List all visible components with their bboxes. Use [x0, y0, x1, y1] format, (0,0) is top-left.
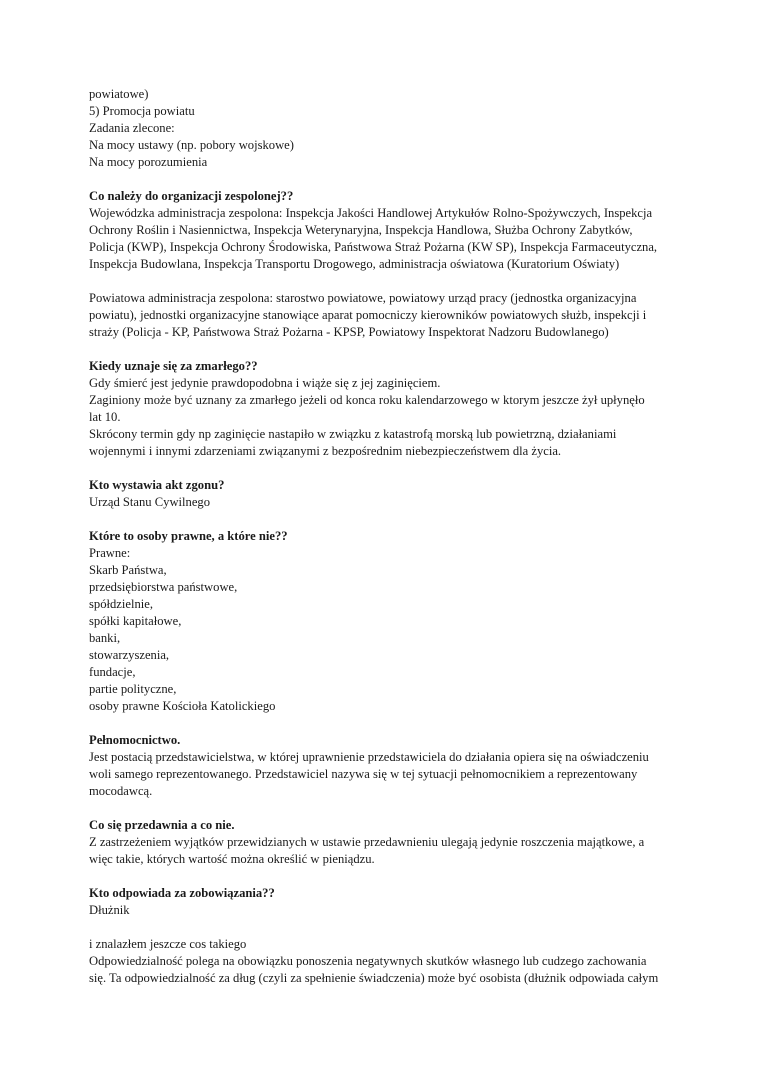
intro-block [89, 86, 679, 171]
section-osoby-prawne [89, 528, 679, 715]
text-line: Dłużnik [89, 903, 130, 917]
section-heading: Pełnomocnictwo. [89, 733, 181, 747]
text-line: 5) Promocja powiatu [89, 104, 195, 118]
list-item: przedsiębiorstwa państwowe, [89, 580, 238, 594]
section-uznanie-za-zmarlego [89, 358, 679, 460]
text-line: i znalazłem jeszcze cos takiego [89, 937, 247, 951]
text-line: Zaginiony może być uznany za zmarłego jeżeli od konca roku kalendarzowego w ktorym jeszcze żył upłynęło [89, 393, 645, 407]
text-line: Urząd Stanu Cywilnego [89, 495, 211, 509]
text-line: powiatu), jednostki organizacyjne stanowiące aparat pomocniczy kierowników powiatowych służb, inspekcji i [89, 308, 647, 322]
text-line: mocodawcą. [89, 784, 153, 798]
text-line: Jest postacią przedstawicielstwa, w której uprawnienie przedstawiciela do działania opiera się na oświadczeniu [89, 750, 649, 764]
section-heading: Kto wystawia akt zgonu? [89, 478, 225, 492]
list-item: Prawne: [89, 546, 131, 560]
paragraph-gap [89, 511, 679, 528]
paragraph-gap [89, 800, 679, 817]
document-page [89, 86, 679, 987]
paragraph-gap [89, 868, 679, 885]
list-item: banki, [89, 631, 121, 645]
text-line: się. Ta odpowiedzialność za dług (czyli za spełnienie świadczenia) może być osobista (dłużnik odpowiada całym [89, 971, 659, 985]
section-odpowiedzialnosc [89, 936, 679, 987]
list-item: spółdzielnie, [89, 597, 154, 611]
text-line: lat 10. [89, 410, 121, 424]
text-line: wojennymi i innymi zdarzeniami związanymi z bezpośrednim niebezpieczeństwem dla życia. [89, 444, 562, 458]
paragraph-gap [89, 919, 679, 936]
section-przedawnienie [89, 817, 679, 868]
section-organizacja-zespolona [89, 188, 679, 341]
text-line: Powiatowa administracja zespolona: starostwo powiatowe, powiatowy urząd pracy (jednostka organizacyjna [89, 291, 637, 305]
text-line: Ochrony Roślin i Nasiennictwa, Inspekcja Weterynaryjna, Inspekcja Handlowa, Służba Ochrony Zabytków, [89, 223, 633, 237]
text-line: powiatowe) [89, 87, 149, 101]
text-line: Wojewódzka administracja zespolona: Inspekcja Jakości Handlowej Artykułów Rolno-Spożywczych, Inspekcja [89, 206, 653, 220]
text-line: Policja (KWP), Inspekcja Ochrony Środowiska, Państwowa Straż Pożarna (KW SP), Inspekcja Farmaceutyczna, [89, 240, 658, 254]
paragraph-gap [89, 460, 679, 477]
section-pelnomocnictwo [89, 732, 679, 800]
paragraph-gap [89, 715, 679, 732]
section-heading: Które to osoby prawne, a które nie?? [89, 529, 288, 543]
list-item: fundacje, [89, 665, 136, 679]
text-line: więc takie, których wartość można określić w pieniądzu. [89, 852, 375, 866]
paragraph-gap [89, 171, 679, 188]
text-line: Na mocy porozumienia [89, 155, 208, 169]
list-item: Skarb Państwa, [89, 563, 167, 577]
section-heading: Kto odpowiada za zobowiązania?? [89, 886, 275, 900]
section-zobowiazania [89, 885, 679, 919]
section-akt-zgonu [89, 477, 679, 511]
text-line: Na mocy ustawy (np. pobory wojskowe) [89, 138, 294, 152]
text-line: woli samego reprezentowanego. Przedstawiciel nazywa się w tej sytuacji pełnomocnikiem a reprezentowany [89, 767, 638, 781]
section-heading: Kiedy uznaje się za zmarłego?? [89, 359, 258, 373]
list-item: stowarzyszenia, [89, 648, 170, 662]
list-item: spółki kapitałowe, [89, 614, 182, 628]
text-line: Odpowiedzialność polega na obowiązku ponoszenia negatywnych skutków własnego lub cudzego zachowania [89, 954, 647, 968]
text-line: Inspekcja Budowlana, Inspekcja Transportu Drogowego, administracja oświatowa (Kuratorium Oświaty) [89, 257, 620, 271]
paragraph-gap [89, 273, 679, 290]
text-line: Zadania zlecone: [89, 121, 175, 135]
section-heading: Co się przedawnia a co nie. [89, 818, 235, 832]
section-heading: Co należy do organizacji zespolonej?? [89, 189, 294, 203]
paragraph-gap [89, 341, 679, 358]
text-line: straży (Policja - KP, Państwowa Straż Pożarna - KPSP, Powiatowy Inspektorat Nadzoru Budowlanego) [89, 325, 609, 339]
list-item: partie polityczne, [89, 682, 177, 696]
text-line: Z zastrzeżeniem wyjątków przewidzianych w ustawie przedawnieniu ulegają jedynie roszczenia majątkowe, a [89, 835, 645, 849]
text-line: Skrócony termin gdy np zaginięcie nastapiło w związku z katastrofą morską lub powietrzną, działaniami [89, 427, 617, 441]
text-line: Gdy śmierć jest jedynie prawdopodobna i wiąże się z jej zaginięciem. [89, 376, 441, 390]
list-item: osoby prawne Kościoła Katolickiego [89, 699, 276, 713]
